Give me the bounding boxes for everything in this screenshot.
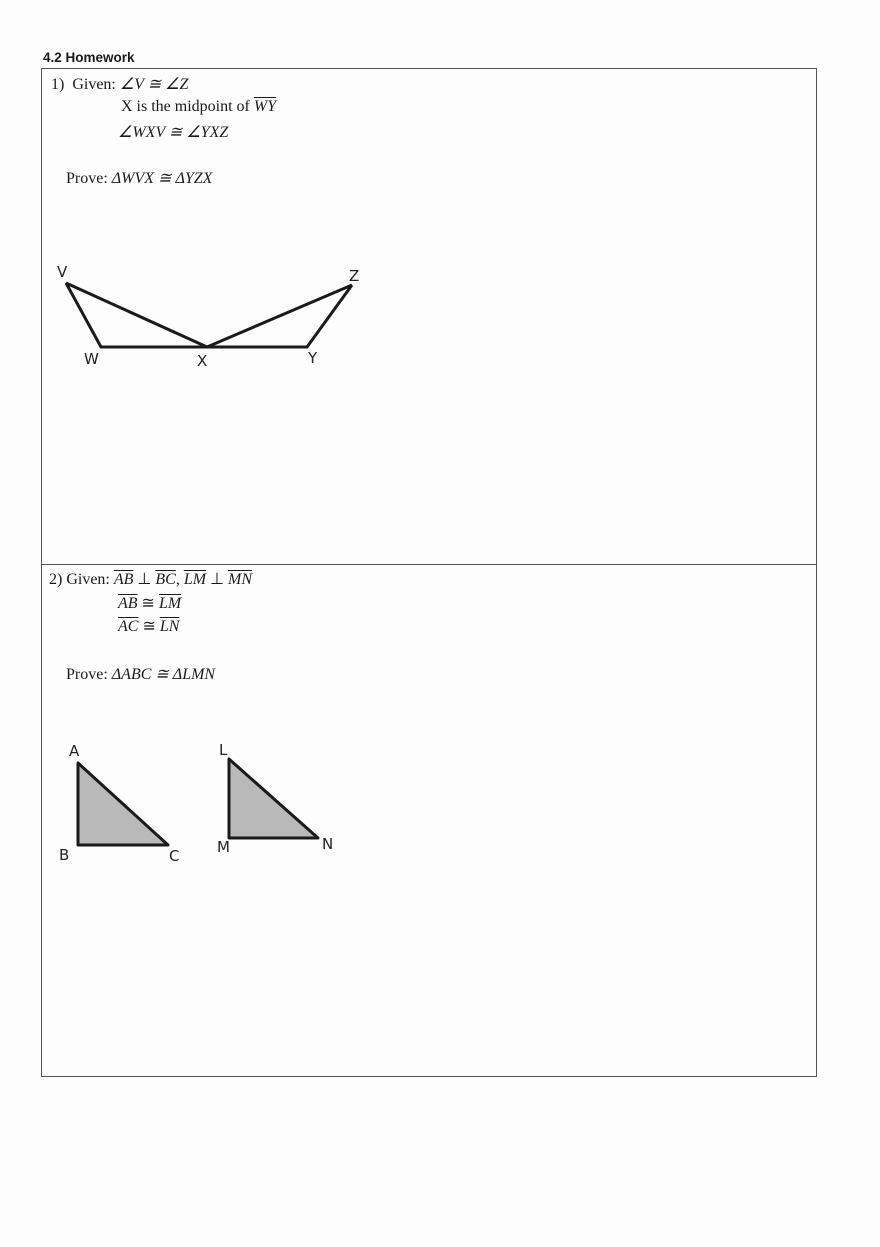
problem-2-number: 2) xyxy=(49,571,63,588)
problem-1-number: 1) xyxy=(51,76,65,93)
separator: , xyxy=(175,571,184,588)
vertex-label-l: L xyxy=(219,741,228,759)
problem-1-given-3: ∠WXV ≅ ∠YXZ xyxy=(118,124,229,141)
vertex-label-v: V xyxy=(57,263,68,281)
triangle-abc xyxy=(78,763,168,845)
problem-2-prove-statement: ΔABC ≅ ΔLMN xyxy=(111,666,216,683)
vertex-label-n: N xyxy=(322,835,334,853)
vertex-label-a: A xyxy=(69,742,80,760)
congruent-symbol: ≅ xyxy=(138,618,160,635)
segment-ab: $\overline{AB}$ xyxy=(113,571,134,588)
vertex-label-b: B xyxy=(59,846,70,864)
problem-1-prove-statement: ΔWVX ≅ ΔYZX xyxy=(111,170,213,187)
vertex-label-c: C xyxy=(169,847,180,865)
given-angle-statement: ∠V ≅ ∠Z xyxy=(119,76,189,93)
problem-2-prove-label: Prove: xyxy=(66,666,108,683)
perp-symbol: ⊥ xyxy=(206,571,228,588)
perp-symbol: ⊥ xyxy=(133,571,156,588)
segment-ac: $\overline{AC}$ xyxy=(118,618,139,635)
vertex-label-y: Y xyxy=(308,349,318,367)
vertex-label-z: Z xyxy=(349,267,360,285)
problem-1-prove-label: Prove: xyxy=(66,170,108,187)
segment-lm: $\overline{LM}$ xyxy=(183,571,207,588)
vertex-label-x: X xyxy=(197,352,208,370)
segment-bc: $\overline{BC}$ xyxy=(155,571,176,588)
triangle-lmn xyxy=(229,759,318,838)
segment-lm: $\overline{LM}$ xyxy=(158,595,182,612)
vertex-label-m: M xyxy=(217,838,230,856)
problem-2-given-label: Given: xyxy=(66,571,110,588)
congruent-symbol: ≅ xyxy=(137,595,159,612)
vertex-label-w: W xyxy=(84,350,99,368)
segment-mn: $\overline{MN}$ xyxy=(227,571,252,588)
segment-ab: $\overline{AB}$ xyxy=(118,595,138,612)
segment-ln: $\overline{LN}$ xyxy=(159,618,180,635)
midpoint-statement: X is the midpoint of xyxy=(121,98,250,115)
problem-1-given-label: Given: xyxy=(72,76,116,93)
segment-wy: $\overline{WY}$ xyxy=(253,98,277,115)
page-title: 4.2 Homework xyxy=(43,50,135,65)
